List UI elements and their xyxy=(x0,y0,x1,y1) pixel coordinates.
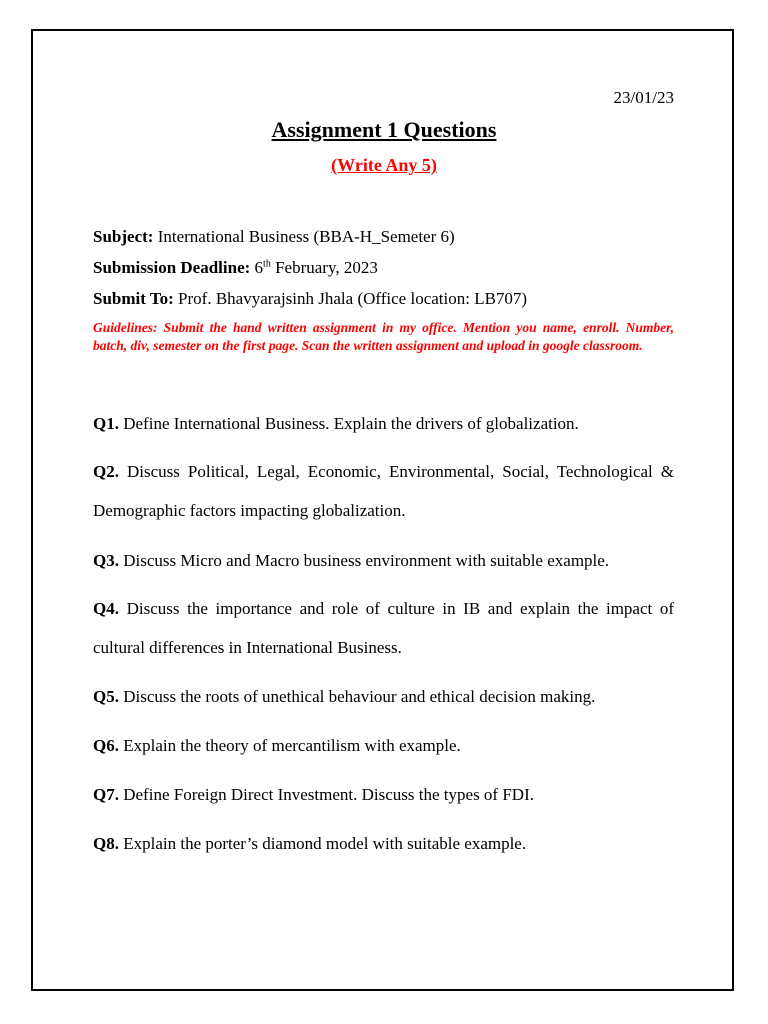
subject-value: International Business (BBA-H_Semeter 6) xyxy=(157,227,455,246)
deadline-rest: February, 2023 xyxy=(275,258,378,277)
question-text: Explain the theory of mercantilism with example. xyxy=(123,736,461,755)
question-number: Q8. xyxy=(93,834,119,853)
question-number: Q6. xyxy=(93,736,119,755)
question-text: Discuss Micro and Macro business environment with suitable example. xyxy=(123,551,610,570)
question-number: Q1. xyxy=(93,414,119,433)
question-6 xyxy=(93,726,674,765)
question-number: Q2. xyxy=(93,462,119,481)
guidelines-text: Guidelines: Submit the hand written assignment in my office. Mention you name, enroll. Number, batch, div, semester on the first page. Scan the written assignment and upload in google classroom. xyxy=(93,320,674,353)
deadline-line xyxy=(93,258,378,278)
question-number: Q3. xyxy=(93,551,119,570)
question-text: Discuss the importance and role of culture in IB and explain the impact of cultural differences in International Business. xyxy=(93,599,675,657)
question-text: Discuss Political, Legal, Economic, Environmental, Social, Technological & Demographic factors impacting globalization. xyxy=(93,462,674,520)
deadline-label: Submission Deadline: xyxy=(93,258,251,277)
question-text: Define Foreign Direct Investment. Discuss the types of FDI. xyxy=(123,785,534,804)
question-text: Explain the porter’s diamond model with suitable example. xyxy=(123,834,527,853)
document-date: 23/01/23 xyxy=(613,88,674,107)
subject-line xyxy=(93,227,455,247)
document-subtitle: (Write Any 5) xyxy=(331,155,437,175)
submit-to-value: Prof. Bhavyarajsinh Jhala (Office location: LB707) xyxy=(178,289,528,308)
question-2 xyxy=(93,452,674,530)
question-number: Q7. xyxy=(93,785,119,804)
deadline-day-suffix: th xyxy=(263,258,271,270)
question-number: Q5. xyxy=(93,687,119,706)
question-4 xyxy=(93,589,674,667)
submit-to-line xyxy=(93,289,527,309)
question-7 xyxy=(93,775,674,814)
subject-label: Subject: xyxy=(93,227,154,246)
question-number: Q4. xyxy=(93,599,119,618)
question-text: Define International Business. Explain the drivers of globalization. xyxy=(123,414,579,433)
question-3 xyxy=(93,541,674,580)
question-8 xyxy=(93,824,674,863)
question-5 xyxy=(93,677,674,716)
question-text: Discuss the roots of unethical behaviour and ethical decision making. xyxy=(123,687,596,706)
question-1 xyxy=(93,404,674,443)
deadline-day: 6 xyxy=(254,258,264,277)
submit-to-label: Submit To: xyxy=(93,289,174,308)
document-title: Assignment 1 Questions xyxy=(271,117,497,142)
